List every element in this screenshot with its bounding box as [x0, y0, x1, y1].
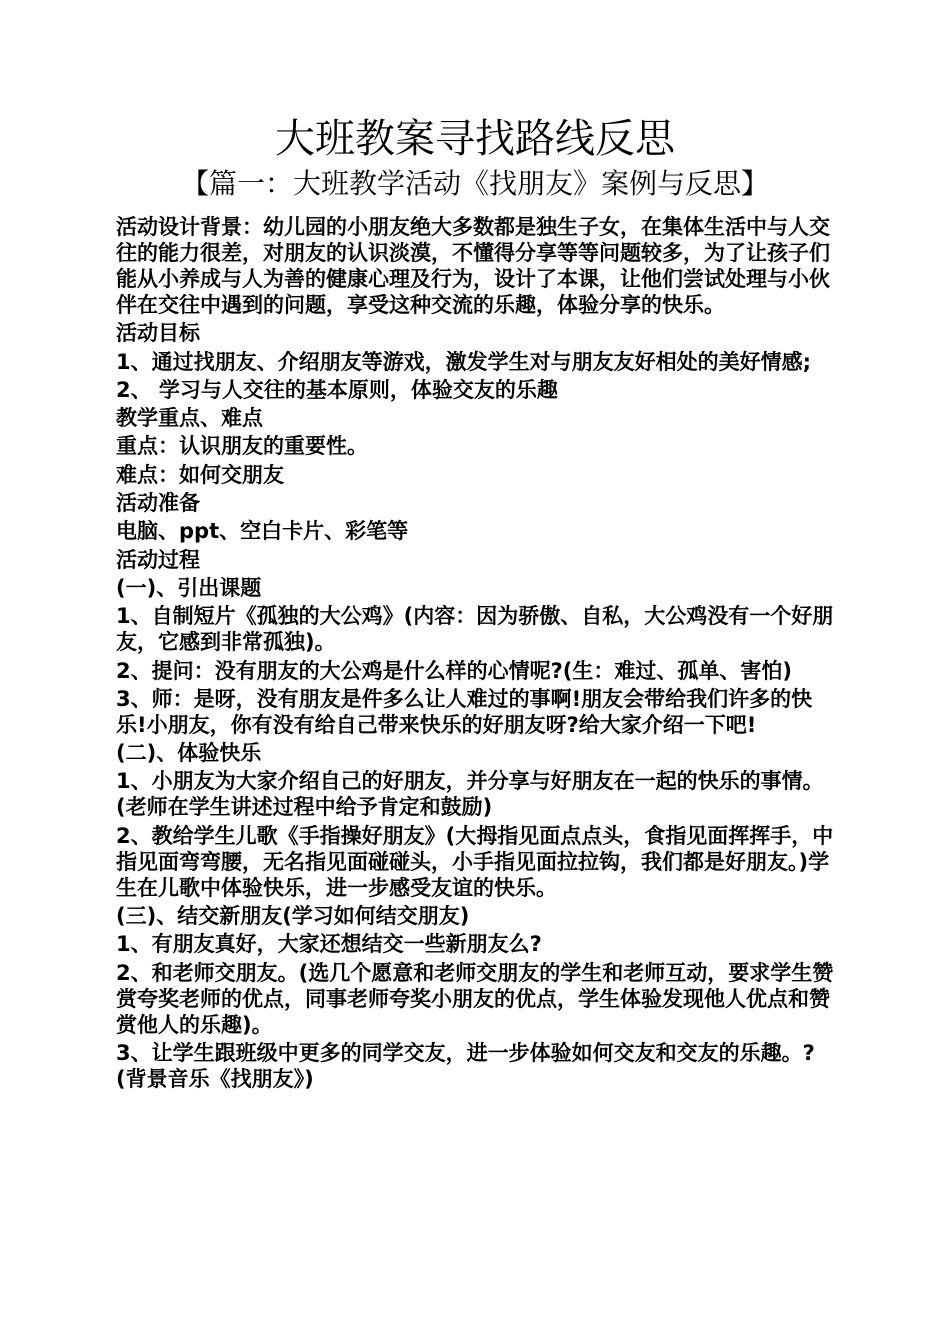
- section-heading-3: (三)、结交新朋友(学习如何结交朋友): [116, 904, 470, 929]
- key-point: 重点：认识朋友的重要性。: [116, 434, 368, 459]
- section-heading-1: (一)、引出课题: [116, 575, 262, 600]
- section-heading-2: (二)、体验快乐: [116, 741, 262, 766]
- goal-item-2: 2、 学习与人交往的基本原则，体验交友的乐趣: [116, 377, 558, 402]
- document-body: [116, 214, 838, 1094]
- paragraph-background: 活动设计背景：幼儿园的小朋友绝大多数都是独生子女，在集体生活中与人交往的能力很差，对朋友的认识淡漠，不懂得分享等等问题较多，为了让孩子们能从小养成与人为善的健康心理及行为，设计了本课，让他们尝试处理与小伙伴在交往中遇到的问题，享受这种交流的乐趣，体验分享的快乐。: [116, 215, 830, 317]
- heading-process: 活动过程: [116, 547, 200, 572]
- process-item-3-3: 3、让学生跟班级中更多的同学交友，进一步体验如何交友和交友的乐趣。?(背景音乐《找朋友》): [116, 1040, 815, 1091]
- process-item-1-3: 3、师：是呀，没有朋友是件多么让人难过的事啊!朋友会带给我们许多的快乐!小朋友，你有没有给自己带来快乐的好朋友呀?给大家介绍一下吧!: [116, 686, 813, 737]
- goal-item-1: 1、通过找朋友、介绍朋友等游戏，激发学生对与朋友友好相处的美好情感;: [116, 349, 812, 374]
- process-item-2-2: 2、教给学生儿歌《手指操好朋友》(大拇指见面点点头，食指见面挥挥手，中指见面弯弯腰，无名指见面碰碰头，小手指见面拉拉钩，我们都是好朋友。)学生在儿歌中体验快乐，进一步感受友谊的快乐。: [116, 823, 834, 900]
- heading-key-points: 教学重点、难点: [116, 406, 263, 431]
- process-item-3-1: 1、有朋友真好，大家还想结交一些新朋友么?: [116, 932, 542, 957]
- process-item-1-2: 2、提问：没有朋友的大公鸡是什么样的心情呢?(生：难过、孤单、害怕): [116, 658, 792, 683]
- document-title: 大班教案寻找路线反思: [275, 116, 675, 162]
- preparation-items: 电脑、ppt、空白卡片、彩笔等: [116, 519, 409, 544]
- heading-activity-goals: 活动目标: [116, 321, 200, 346]
- process-item-3-2: 2、和老师交朋友。(选几个愿意和老师交朋友的学生和老师互动，要求学生赞赏夸奖老师的优点，同事老师夸奖小朋友的优点，学生体验发现他人优点和赞赏他人的乐趣)。: [116, 960, 834, 1037]
- document-subtitle: 【篇一：大班教学活动《找朋友》案例与反思】: [180, 167, 769, 200]
- difficult-point: 难点：如何交朋友: [116, 462, 284, 487]
- process-item-2-1: 1、小朋友为大家介绍自己的好朋友，并分享与好朋友在一起的快乐的事情。(老师在学生讲述过程中给予肯定和鼓励): [116, 769, 824, 820]
- process-item-1-1: 1、自制短片《孤独的大公鸡》(内容：因为骄傲、自私，大公鸡没有一个好朋友，它感到非常孤独)。: [116, 604, 834, 655]
- heading-preparation: 活动准备: [116, 491, 200, 516]
